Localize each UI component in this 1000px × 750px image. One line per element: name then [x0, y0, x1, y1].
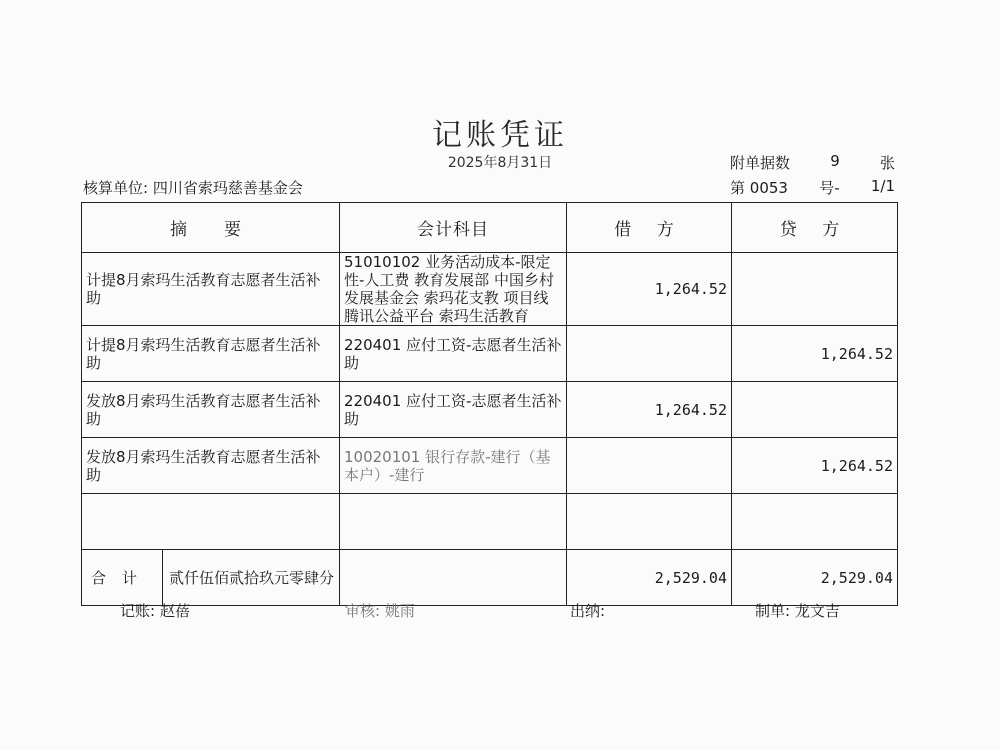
voucher-num: 0053 — [749, 179, 788, 197]
row-summary — [82, 494, 340, 550]
voucher-number — [730, 177, 895, 198]
total-row — [82, 550, 898, 606]
row-credit: 1,264.52 — [732, 438, 898, 494]
table-row — [82, 438, 898, 494]
row-summary: 发放8月索玛生活教育志愿者生活补助 — [82, 382, 340, 438]
bookkeeper-label: 记账: — [120, 602, 156, 620]
voucher-prefix: 第 — [730, 179, 746, 197]
row-credit — [732, 494, 898, 550]
sig-auditor — [345, 600, 415, 621]
row-account: 220401 应付工资-志愿者生活补助 — [340, 326, 567, 382]
table-header — [82, 203, 898, 253]
row-debit: 1,264.52 — [567, 382, 732, 438]
unit-label: 核算单位: — [83, 179, 149, 197]
row-debit: 1,264.52 — [567, 253, 732, 326]
unit-name: 四川省索玛慈善基金会 — [152, 179, 303, 197]
total-debit: 2,529.04 — [567, 550, 732, 606]
voucher-suffix: 号- — [819, 179, 840, 197]
attachments-unit: 张 — [879, 154, 895, 172]
row-summary: 计提8月索玛生活教育志愿者生活补助 — [82, 326, 340, 382]
cashier-label: 出纳: — [570, 602, 606, 620]
table-row — [82, 326, 898, 382]
total-credit: 2,529.04 — [732, 550, 898, 606]
total-label: 合计 — [82, 550, 163, 605]
sig-cashier — [570, 600, 605, 621]
total-account-blank — [340, 550, 567, 606]
attachments-count: 9 — [830, 152, 840, 170]
table-row — [82, 253, 898, 326]
row-account: 51010102 业务活动成本-限定性-人工费 教育发展部 中国乡村发展基金会 索玛花支教 项目线 腾讯公益平台 索玛生活教育 — [340, 253, 567, 326]
row-debit — [567, 438, 732, 494]
attachments-label: 附单据数 — [730, 154, 791, 172]
row-account — [340, 494, 567, 550]
row-credit — [732, 253, 898, 326]
voucher-table — [81, 202, 898, 606]
row-summary: 计提8月索玛生活教育志愿者生活补助 — [82, 253, 340, 326]
header-debit: 借 方 — [567, 203, 732, 253]
attachments-info — [730, 152, 895, 173]
row-account: 10020101 银行存款-建行（基本户）-建行 — [340, 438, 567, 494]
table-row-empty — [82, 494, 898, 550]
total-amount-words: 贰仟伍佰贰拾玖元零肆分 — [169, 569, 335, 587]
row-summary: 发放8月索玛生活教育志愿者生活补助 — [82, 438, 340, 494]
header-credit: 贷 方 — [732, 203, 898, 253]
preparer-name: 龙文吉 — [794, 602, 840, 620]
sig-preparer — [755, 600, 840, 621]
header-account: 会计科目 — [340, 203, 567, 253]
sig-bookkeeper — [120, 600, 190, 621]
row-debit — [567, 326, 732, 382]
row-debit — [567, 494, 732, 550]
auditor-label: 审核: — [345, 602, 381, 620]
row-account: 220401 应付工资-志愿者生活补助 — [340, 382, 567, 438]
accounting-unit — [83, 177, 303, 198]
row-credit: 1,264.52 — [732, 326, 898, 382]
bookkeeper-name: 赵蓓 — [159, 602, 190, 620]
header-summary: 摘 要 — [82, 203, 340, 253]
row-credit — [732, 382, 898, 438]
voucher-date: 2025年8月31日 — [447, 155, 553, 171]
voucher-title: 记账凭证 — [432, 118, 568, 153]
table-row — [82, 382, 898, 438]
preparer-label: 制单: — [755, 602, 791, 620]
voucher-page: 1/1 — [870, 177, 895, 195]
auditor-name: 姚雨 — [384, 602, 415, 620]
total-cell — [82, 550, 340, 606]
